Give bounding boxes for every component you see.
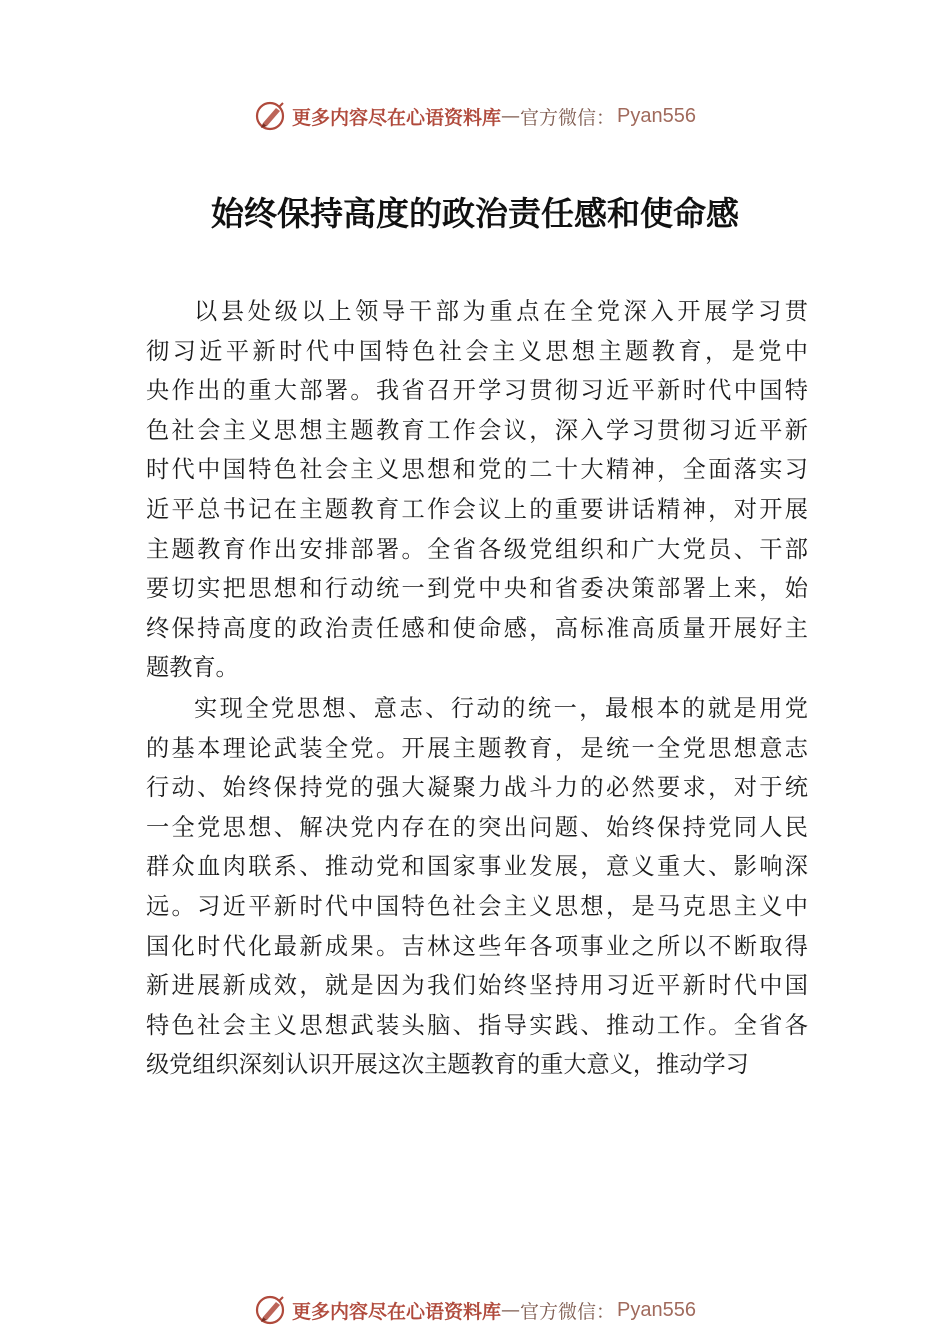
watermark-official-label: 官方微信：: [520, 1300, 616, 1323]
paragraph-line: 级党组织深刻认识开展这次主题教育的重大意义，推动学习: [146, 1051, 749, 1079]
paragraph-line: 央作出的重大部署。我省召开学习贯彻习近平新时代中国特: [146, 377, 808, 405]
paragraph-line: 要切实把思想和行动统一到党中央和省委决策部署上来，始: [146, 575, 808, 603]
watermark-promo-text: 更多内容尽在心语资料库: [292, 1300, 502, 1323]
paragraph-line: 题教育。: [146, 654, 239, 682]
paragraph-line: 实现全党思想、意志、行动的统一，最根本的就是用党: [194, 695, 808, 722]
watermark-wechat-id: Pyan556: [617, 1298, 696, 1321]
pen-logo-icon: [254, 1293, 288, 1327]
document-title: 始终保持高度的政治责任感和使命感: [211, 194, 739, 233]
paragraph-line: 的基本理论武装全党。开展主题教育，是统一全党思想意志: [146, 734, 808, 762]
paragraph-line: 近平总书记在主题教育工作会议上的重要讲话精神，对开展: [146, 495, 808, 523]
paragraph-line: 彻习近平新时代中国特色社会主义思想主题教育，是党中: [146, 337, 808, 365]
watermark-dash: —: [501, 1299, 521, 1321]
watermark-official-label: 官方微信：: [520, 106, 616, 129]
watermark-banner-bottom: [0, 1290, 950, 1330]
paragraph-line: 终保持高度的政治责任感和使命感，高标准高质量开展好主: [146, 614, 808, 642]
pen-logo-icon: [254, 99, 288, 133]
paragraph-line: 时代中国特色社会主义思想和党的二十大精神，全面落实习: [146, 456, 808, 484]
paragraph-line: 新进展新成效，就是因为我们始终坚持用习近平新时代中国: [146, 972, 808, 1000]
paragraph-line: 一全党思想、解决党内存在的突出问题、始终保持党同人民: [146, 813, 808, 841]
paragraph-line: 特色社会主义思想武装头脑、指导实践、推动工作。全省各: [146, 1011, 808, 1039]
watermark-banner-top: [0, 96, 950, 136]
paragraph-line: 群众血肉联系、推动党和国家事业发展，意义重大、影响深: [146, 853, 808, 881]
paragraph-2: [146, 689, 808, 1085]
paragraph-line: 以县处级以上领导干部为重点在全党深入开展学习贯: [194, 298, 808, 325]
paragraph-line: 色社会主义思想主题教育工作会议，深入学习贯彻习近平新: [146, 416, 808, 444]
paragraph-1: [146, 292, 808, 688]
paragraph-line: 主题教育作出安排部署。全省各级党组织和广大党员、干部: [146, 535, 808, 563]
paragraph-line: 国化时代化最新成果。吉林这些年各项事业之所以不断取得: [146, 932, 808, 960]
watermark-dash: —: [501, 105, 521, 127]
watermark-promo-text: 更多内容尽在心语资料库: [292, 106, 502, 129]
paragraph-line: 远。习近平新时代中国特色社会主义思想，是马克思主义中: [146, 892, 808, 920]
paragraph-line: 行动、始终保持党的强大凝聚力战斗力的必然要求，对于统: [146, 774, 808, 802]
watermark-wechat-id: Pyan556: [617, 104, 696, 127]
